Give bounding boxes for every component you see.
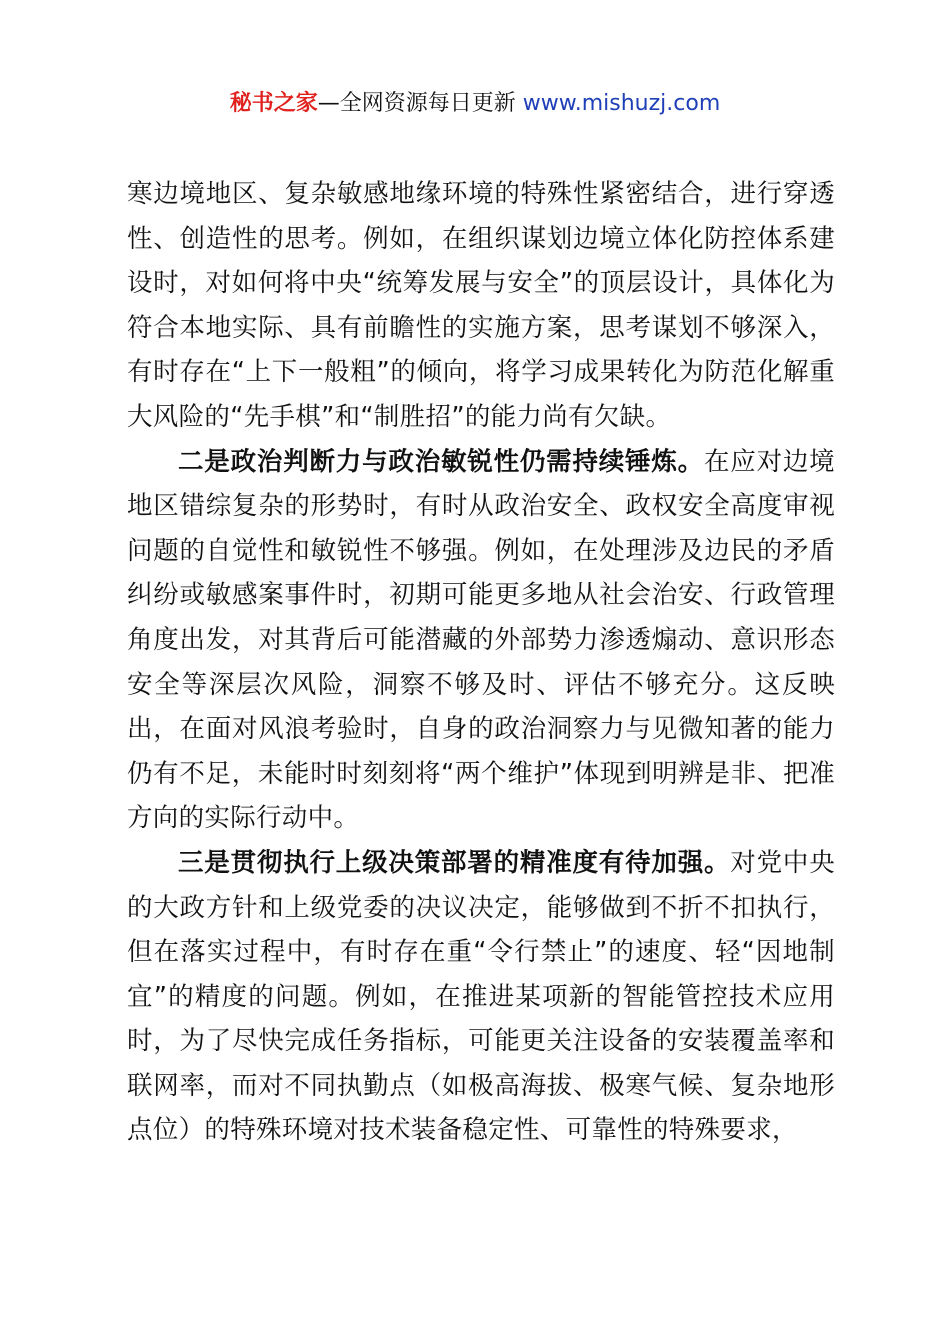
paragraph-1 (127, 172, 835, 440)
site-url-link[interactable]: www.mishuzj.com (522, 91, 721, 116)
brand-name: 秘书之家 (229, 91, 318, 116)
header-tagline: —全网资源每日更新 (317, 91, 523, 116)
paragraph-2 (127, 440, 835, 841)
document-body (127, 172, 835, 1153)
paragraph-text: 对党中央的大政方针和上级党委的决议决定，能够做到不折不扣执行，但在落实过程中，有时存在重“令行禁止”的速度、轻“因地制宜”的精度的问题。例如，在推进某项新的智能管控技术应用时，为了尽快完成任务指标，可能更关注设备的安装覆盖率和联网率，而对不同执勤点（如极高海拔、极寒气候、复杂地形点位）的特殊环境对技术装备稳定性、可靠性的特殊要求， (127, 847, 835, 1146)
paragraph-text: 寒边境地区、复杂敏感地缘环境的特殊性紧密结合，进行穿透性、创造性的思考。例如，在组织谋划边境立体化防控体系建设时，对如何将中央“统筹发展与安全”的顶层设计，具体化为符合本地实际、具有前瞻性的实施方案，思考谋划不够深入，有时存在“上下一般粗”的倾向，将学习成果转化为防范化解重大风险的“先手棋”和“制胜招”的能力尚有欠缺。 (127, 179, 835, 432)
paragraph-heading: 三是贯彻执行上级决策部署的精准度有待加强。 (178, 847, 731, 878)
paragraph-3 (127, 841, 835, 1153)
paragraph-text: 在应对边境地区错综复杂的形势时，有时从政治安全、政权安全高度审视问题的自觉性和敏锐性不够强。例如，在处理涉及边民的矛盾纠纷或敏感案事件时，初期可能更多地从社会治安、行政管理角度出发，对其背后可能潜藏的外部势力渗透煽动、意识形态安全等深层次风险，洞察不够及时、评估不够充分。这反映出，在面对风浪考验时，自身的政治洞察力与见微知著的能力仍有不足，未能时时刻刻将“两个维护”体现到明辨是非、把准方向的实际行动中。 (127, 446, 835, 834)
paragraph-heading: 二是政治判断力与政治敏锐性仍需持续锤炼。 (178, 446, 704, 477)
page-header (0, 86, 950, 122)
